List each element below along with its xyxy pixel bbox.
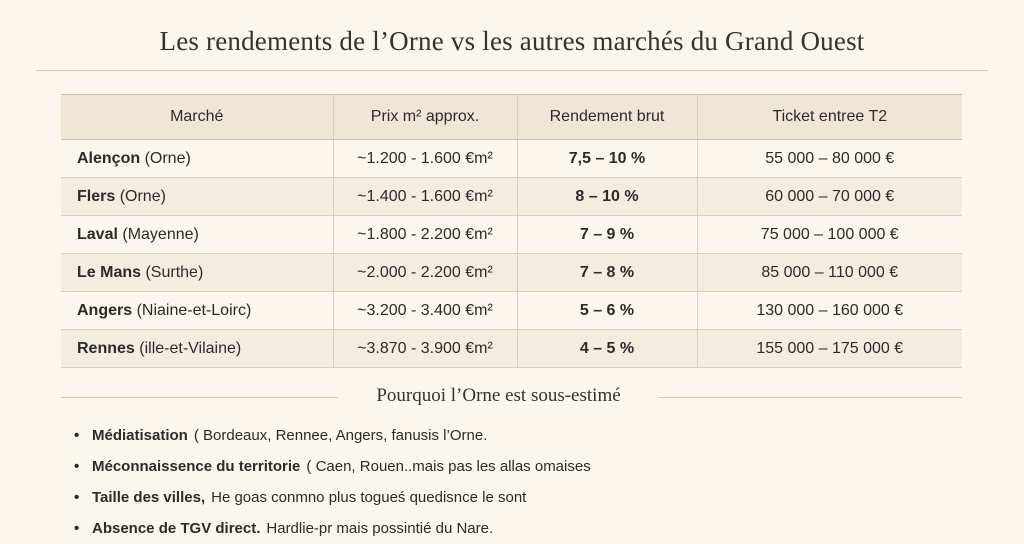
ticket-cell: 60 000 – 70 000 € — [697, 178, 962, 216]
bullet: • — [74, 488, 80, 506]
list-item — [74, 482, 591, 513]
bullet: • — [74, 457, 80, 475]
ticket-cell: 155 000 – 175 000 € — [697, 330, 962, 368]
ticket-cell: 55 000 – 80 000 € — [697, 140, 962, 178]
header-ticket: Ticket entree T2 — [697, 95, 962, 140]
reason-text: ( Caen, Rouen..mais pas les allas omaises — [306, 457, 591, 475]
market-region: (Orne) — [144, 149, 191, 167]
ticket-cell: 85 000 – 110 000 € — [697, 254, 962, 292]
market-region: (Mayenne) — [122, 225, 199, 243]
price-cell: ~3.870 - 3.900 €m² — [333, 330, 517, 368]
bullet: • — [74, 426, 80, 444]
market-region: (ille-et-Vilaine) — [139, 339, 242, 357]
price-cell: ~1.200 - 1.600 €m² — [333, 140, 517, 178]
header-price: Prix m² approx. — [333, 95, 517, 140]
table-header-row — [61, 95, 962, 140]
yield-cell: 8 – 10 % — [517, 178, 697, 216]
ticket-cell: 75 000 – 100 000 € — [697, 216, 962, 254]
yield-cell: 7,5 – 10 % — [517, 140, 697, 178]
list-item — [74, 420, 591, 451]
table-row — [61, 254, 962, 292]
reason-heading: Taille des villes, — [92, 488, 206, 506]
page-title: Les rendements de l’Orne vs les autres marchés du Grand Ouest — [159, 26, 865, 56]
market-cell — [61, 178, 333, 216]
yield-cell: 7 – 8 % — [517, 254, 697, 292]
market-city: Laval — [77, 225, 118, 243]
market-cell — [61, 140, 333, 178]
table-row — [61, 216, 962, 254]
table-row — [61, 292, 962, 330]
reason-heading: Méconnaissence du territorie — [92, 457, 301, 475]
table-row — [61, 140, 962, 178]
reason-heading: Médiatisation — [92, 426, 188, 444]
table-row — [61, 330, 962, 368]
bullet: • — [74, 519, 80, 537]
price-cell: ~1.800 - 2.200 €m² — [333, 216, 517, 254]
market-city: Le Mans — [77, 263, 142, 281]
section-divider-right — [659, 397, 962, 398]
header-yield: Rendement brut — [517, 95, 697, 140]
market-region: (Orne) — [119, 187, 166, 205]
list-item — [74, 513, 591, 544]
market-cell — [61, 216, 333, 254]
price-cell: ~2.000 - 2.200 €m² — [333, 254, 517, 292]
market-cell — [61, 292, 333, 330]
market-region: (Niaine-et-Loirc) — [136, 301, 252, 319]
yield-cell: 7 – 9 % — [517, 216, 697, 254]
reasons-list — [74, 420, 591, 544]
market-city: Alençon — [77, 149, 141, 167]
price-cell: ~1.400 - 1.600 €m² — [333, 178, 517, 216]
reason-text: Hardlie-pr mais possintié du Nare. — [266, 519, 494, 537]
title-divider — [36, 70, 988, 71]
market-city: Angers — [77, 301, 133, 319]
reason-text: He goas conmno plus togueś quedisnce le sont — [211, 488, 527, 506]
market-city: Flers — [77, 187, 116, 205]
section-divider-left — [61, 397, 338, 398]
market-comparison-table — [61, 94, 962, 368]
reason-heading: Absence de TGV direct. — [92, 519, 261, 537]
list-item — [74, 451, 591, 482]
market-cell — [61, 330, 333, 368]
reason-text: ( Bordeaux, Rennee, Angers, fanusis l’Orne. — [193, 426, 488, 444]
market-cell — [61, 254, 333, 292]
yield-cell: 5 – 6 % — [517, 292, 697, 330]
market-city: Rennes — [77, 339, 135, 357]
section-title: Pourquoi l’Orne est sous-estimé — [376, 385, 621, 406]
ticket-cell: 130 000 – 160 000 € — [697, 292, 962, 330]
yield-cell: 4 – 5 % — [517, 330, 697, 368]
market-region: (Surthe) — [145, 263, 204, 281]
header-market: Marché — [61, 95, 333, 140]
table-row — [61, 178, 962, 216]
price-cell: ~3.200 - 3.400 €m² — [333, 292, 517, 330]
